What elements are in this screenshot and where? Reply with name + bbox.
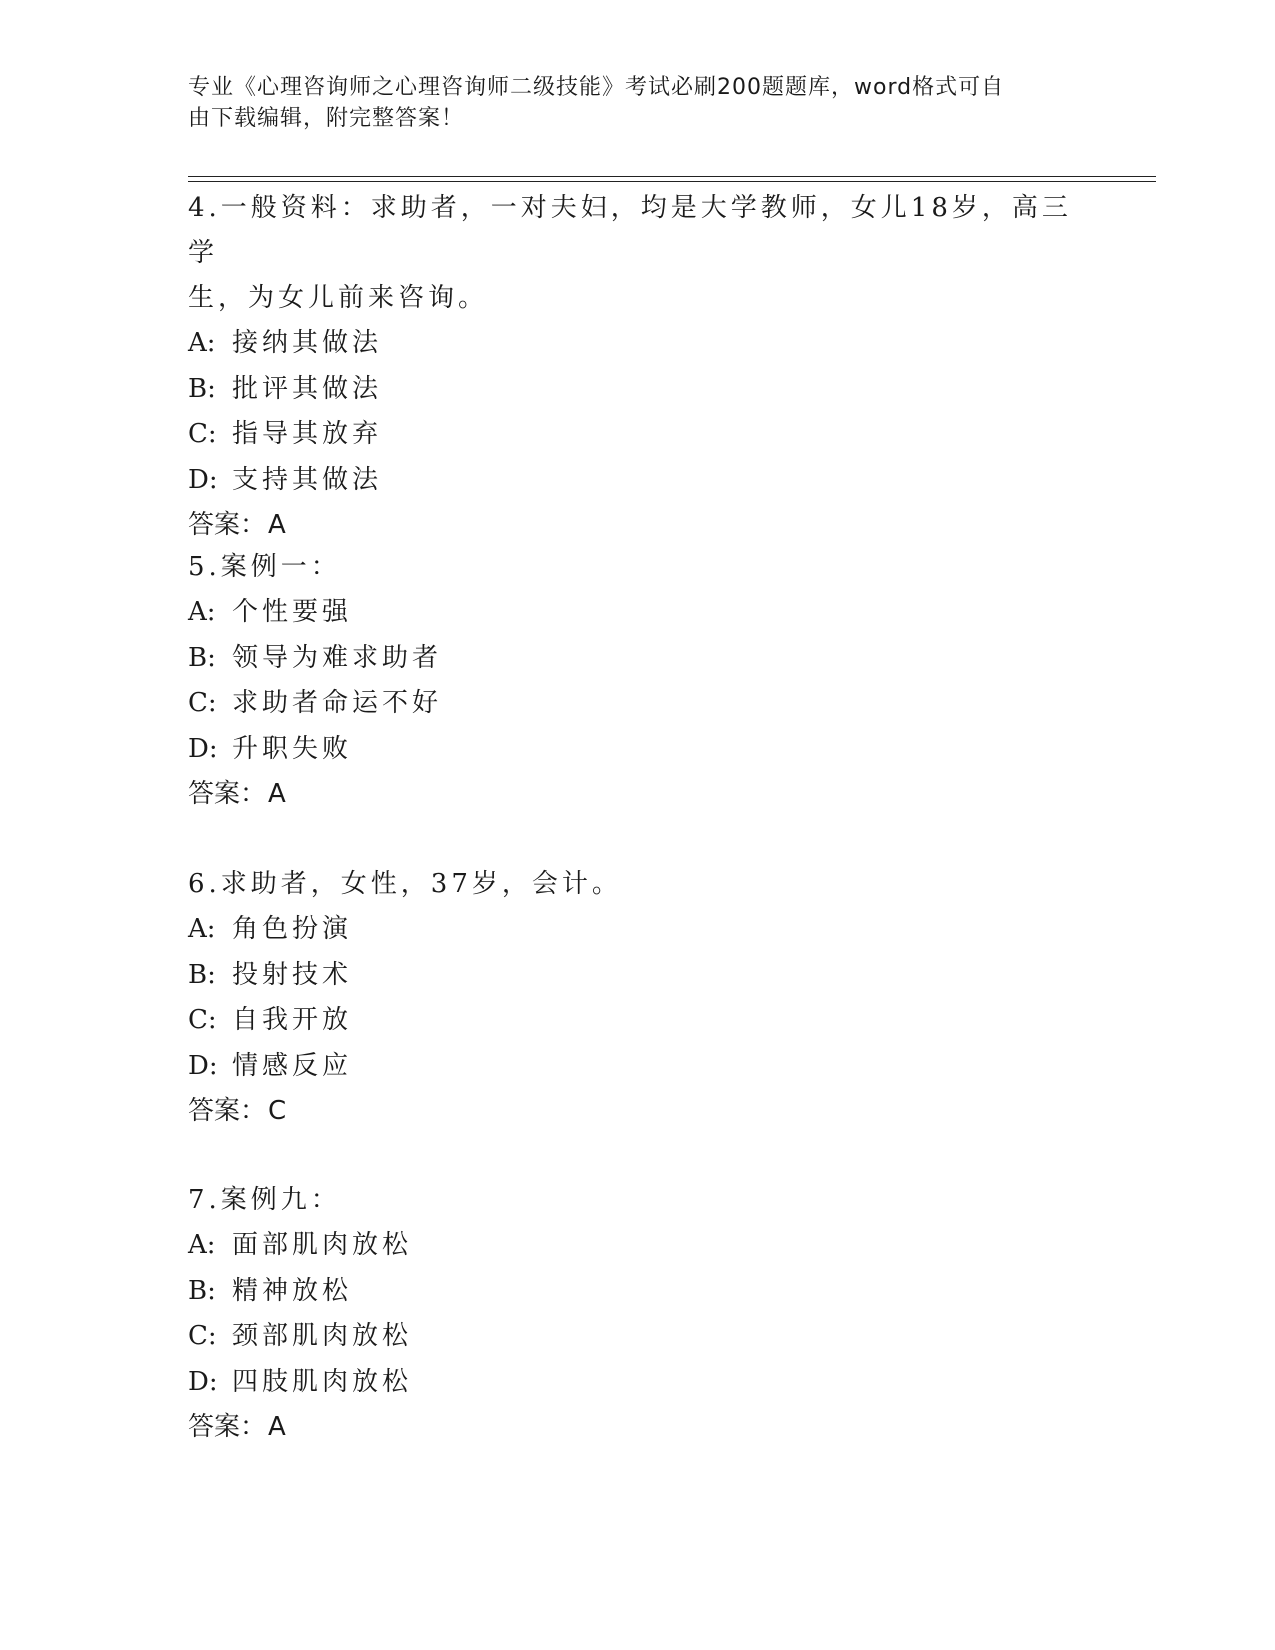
option-text: 求助者命运不好: [232, 688, 443, 718]
option-letter: B:: [188, 1275, 216, 1306]
option-text: 投射技术: [232, 959, 353, 990]
option-text: 面部肌肉放松: [232, 1230, 413, 1260]
option-letter: D:: [188, 1050, 218, 1081]
question-stem: 6.求助者，女性，37岁，会计。: [188, 869, 622, 899]
option-text: 情感反应: [232, 1050, 353, 1081]
option-text: 角色扮演: [232, 914, 353, 944]
answer-value: C: [268, 1096, 287, 1126]
answer-line: [188, 772, 1088, 817]
option-b: [188, 367, 1088, 413]
question-stem: 7.案例九：: [188, 1185, 341, 1215]
answer-value: A: [268, 779, 286, 809]
document-header: [188, 72, 1068, 134]
option-a: [188, 1223, 1088, 1269]
option-text: 个性要强: [232, 597, 353, 627]
option-b: [188, 636, 1088, 682]
answer-value: A: [268, 1412, 286, 1442]
answer-label: 答案：: [188, 779, 267, 809]
question-5: [188, 545, 1088, 817]
option-letter: C:: [188, 419, 217, 449]
answer-line: [188, 1405, 1088, 1450]
option-letter: D:: [188, 733, 218, 764]
option-letter: A:: [188, 597, 216, 627]
option-letter: D:: [188, 464, 218, 495]
option-letter: B:: [188, 373, 216, 404]
header-line-1: 专业《心理咨询师之心理咨询师二级技能》考试必刷200题题库，word格式可自: [188, 75, 1005, 100]
header-divider-top: [188, 176, 1156, 177]
option-b: [188, 1269, 1088, 1315]
option-text: 升职失败: [232, 733, 353, 764]
option-text: 批评其做法: [232, 373, 383, 404]
option-text: 支持其做法: [232, 464, 383, 495]
answer-label: 答案：: [188, 1412, 267, 1442]
option-a: [188, 907, 1088, 953]
option-text: 精神放松: [232, 1275, 353, 1306]
header-line-2: 由下载编辑，附完整答案！: [188, 106, 465, 131]
option-c: [188, 998, 1088, 1044]
option-letter: A:: [188, 1230, 216, 1260]
option-c: [188, 1314, 1088, 1360]
option-d: [188, 727, 1088, 773]
question-7: [188, 1178, 1088, 1450]
option-letter: D:: [188, 1366, 218, 1397]
option-text: 领导为难求助者: [232, 642, 443, 673]
option-a: [188, 590, 1088, 636]
option-a: [188, 321, 1088, 367]
option-d: [188, 1360, 1088, 1406]
option-b: [188, 953, 1088, 999]
question-stem-continued: 生，为女儿前来咨询。: [188, 283, 489, 313]
option-letter: B:: [188, 959, 216, 990]
option-text: 接纳其做法: [232, 328, 383, 358]
option-letter: B:: [188, 642, 216, 673]
header-divider-bottom: [188, 181, 1156, 182]
option-text: 自我开放: [232, 1005, 353, 1035]
question-6: [188, 862, 1088, 1134]
answer-label: 答案：: [188, 510, 267, 540]
question-stem: 5.案例一：: [188, 552, 341, 582]
option-text: 四肢肌肉放松: [232, 1366, 413, 1397]
question-stem: 4.一般资料：求助者，一对夫妇，均是大学教师，女儿18岁，高三学: [188, 193, 1072, 268]
option-letter: C:: [188, 1005, 217, 1035]
option-letter: C:: [188, 1321, 217, 1351]
option-c: [188, 412, 1088, 458]
option-letter: A:: [188, 328, 216, 358]
option-d: [188, 458, 1088, 504]
option-text: 指导其放弃: [232, 419, 383, 449]
option-d: [188, 1044, 1088, 1090]
option-c: [188, 681, 1088, 727]
question-4: [188, 186, 1088, 548]
option-text: 颈部肌肉放松: [232, 1321, 413, 1351]
option-letter: C:: [188, 688, 217, 718]
answer-value: A: [268, 510, 286, 540]
option-letter: A:: [188, 914, 216, 944]
answer-label: 答案：: [188, 1096, 267, 1126]
answer-line: [188, 1089, 1088, 1134]
answer-line: [188, 503, 1088, 548]
